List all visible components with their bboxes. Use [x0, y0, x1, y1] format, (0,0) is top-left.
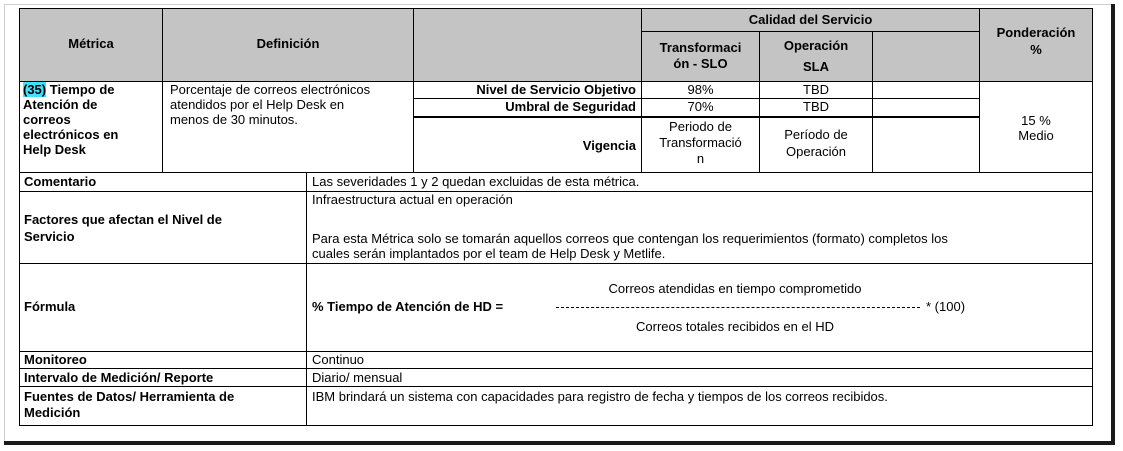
ponderacion-value: 15 % [1021, 113, 1051, 128]
header-metrica: Métrica [68, 36, 114, 51]
factores-value-line1: Infraestructura actual en operación [312, 192, 513, 207]
formula-lhs: % Tiempo de Atención de HD = [312, 299, 504, 314]
fuentes-value: IBM brindará un sistema con capacidades para registro de fecha y tiempos de los correos recibidos. [312, 389, 888, 404]
intervalo-value-cell [306, 368, 1093, 387]
monitoreo-value-cell [306, 351, 1093, 369]
metric-definition-line1: Porcentaje de correos electrónicos [170, 82, 371, 97]
vigencia-slo-line3: n [696, 151, 705, 166]
metric-definition-line2: atendidos por el Help Desk en [170, 97, 345, 112]
header-sla-line2: SLA [803, 59, 829, 74]
objetivo-extra-cell [872, 81, 980, 99]
objetivo-label: Nivel de Servicio Objetivo [476, 82, 636, 97]
header-sla-line1: Operación [783, 38, 849, 53]
header-slo-line2: ón - SLO [673, 56, 728, 71]
metric-name-line2: Atención de [23, 97, 98, 112]
header-ponderacion-line1: Ponderación [996, 25, 1076, 40]
header-blank-cell [413, 8, 642, 82]
formula-multiplier: * (100) [926, 299, 966, 314]
umbral-sla: TBD [803, 99, 829, 114]
vigencia-sla-line1: Período de [784, 127, 848, 142]
metric-definition-line3: menos de 30 minutos. [170, 112, 298, 127]
vigencia-sla-line2: Operación [786, 144, 846, 159]
fuentes-label-line1: Fuentes de Datos/ Herramienta de [24, 389, 235, 404]
objetivo-sla: TBD [803, 82, 829, 97]
metric-name-line4: electrónicos en [23, 127, 119, 142]
factores-value-line2: Para esta Métrica solo se tomarán aquellos correos que contengan los requerimientos (formato) completos los [312, 231, 948, 246]
vigencia-extra-cell [872, 116, 980, 173]
formula-denominator: Correos totales recibidos en el HD [636, 319, 834, 334]
monitoreo-label: Monitoreo [24, 352, 87, 367]
header-extra-cell [872, 31, 980, 82]
metric-name-line5: Help Desk [23, 142, 86, 157]
comentario-value: Las severidades 1 y 2 quedan excluidas de esta métrica. [312, 174, 640, 189]
formula-numerator: Correos atendidas en tiempo comprometido [608, 281, 862, 296]
umbral-label: Umbral de Seguridad [505, 99, 636, 114]
umbral-slo: 70% [687, 99, 714, 114]
header-definicion: Definición [256, 36, 320, 51]
vigencia-slo-line1: Periodo de [669, 119, 732, 134]
formula-label: Fórmula [24, 299, 76, 314]
intervalo-value: Diario/ mensual [312, 370, 403, 385]
header-calidad: Calidad del Servicio [748, 12, 873, 27]
metric-name-line3: correos [23, 112, 71, 127]
metric-name-text: Tiempo de [46, 82, 115, 97]
vigencia-label: Vigencia [582, 138, 636, 153]
factores-label-line1: Factores que afectan el Nivel de [24, 212, 222, 227]
metric-name-line1 [23, 83, 115, 97]
factores-value-line3: cuales serán implantados por el team de Help Desk y Metlife. [312, 246, 666, 261]
formula-fraction-line [556, 307, 920, 308]
header-ponderacion-line2: % [1030, 42, 1042, 57]
fuentes-label-line2: Medición [24, 405, 81, 420]
ponderacion-level: Medio [1018, 128, 1054, 143]
intervalo-label: Intervalo de Medición/ Reporte [24, 370, 214, 385]
metric-number: (35) [23, 82, 47, 97]
objetivo-slo: 98% [687, 82, 714, 97]
factores-label-line2: Servicio [24, 229, 75, 244]
comentario-label: Comentario [24, 174, 97, 189]
umbral-extra-cell [872, 98, 980, 117]
vigencia-slo-line2: Transformació [659, 135, 742, 150]
header-slo-line1: Transformaci [659, 40, 742, 55]
factores-label-cell [19, 191, 307, 264]
monitoreo-value: Continuo [312, 352, 365, 367]
